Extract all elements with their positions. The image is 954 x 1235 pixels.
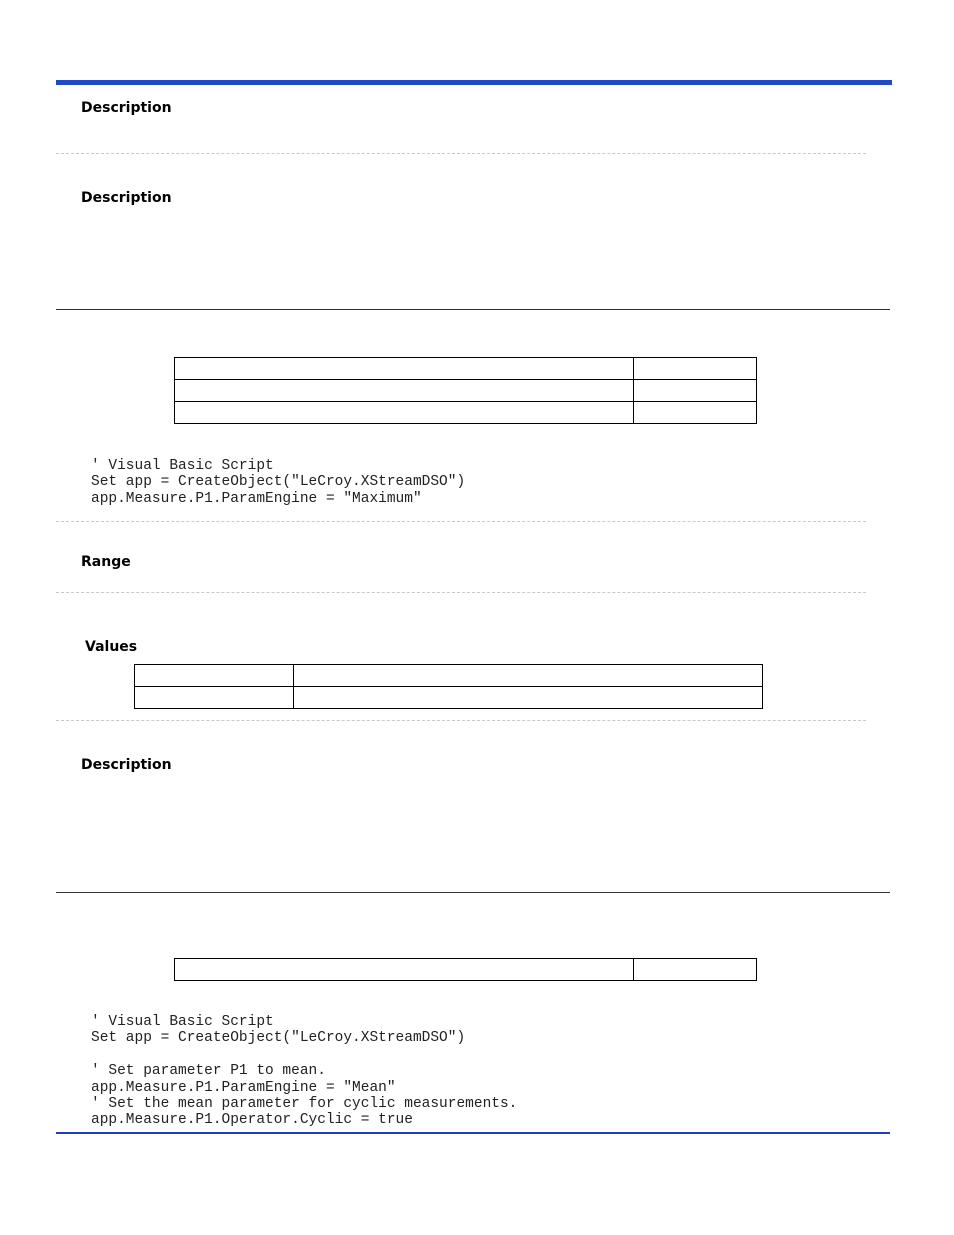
- table-row: [175, 959, 757, 981]
- table-cell: [135, 665, 294, 687]
- table-row: [175, 380, 757, 402]
- values-table: [134, 664, 763, 709]
- table-cell: [175, 380, 634, 402]
- dashed-divider: [56, 521, 866, 522]
- table-cell: [634, 402, 757, 424]
- dashed-divider: [56, 592, 866, 593]
- code-example: [91, 458, 465, 507]
- section-heading-values: Values: [85, 639, 138, 655]
- table-cell: [175, 402, 634, 424]
- section-divider: [56, 892, 890, 893]
- code-line: Set app = CreateObject("LeCroy.XStreamDSO"): [91, 1030, 466, 1047]
- table-row: [175, 358, 757, 380]
- table-cell: [294, 665, 763, 687]
- dashed-divider: [56, 153, 866, 154]
- section-heading-description: Description: [81, 100, 172, 116]
- property-table: [174, 958, 757, 981]
- section-heading-description: Description: [81, 757, 172, 773]
- code-line: ' Set the mean parameter for cyclic measurements.: [91, 1096, 518, 1113]
- table-cell: [175, 959, 634, 981]
- property-table: [174, 357, 757, 424]
- table-row: [135, 687, 763, 709]
- code-line: ' Visual Basic Script: [91, 1014, 274, 1030]
- table-cell: [634, 358, 757, 380]
- section-heading-description: Description: [81, 190, 172, 206]
- table-cell: [175, 358, 634, 380]
- table-row: [175, 402, 757, 424]
- table-cell: [294, 687, 763, 709]
- table-cell: [634, 959, 757, 981]
- header-accent-bar: [56, 80, 892, 85]
- code-line: ' Set parameter P1 to mean.: [91, 1063, 326, 1080]
- code-line: app.Measure.P1.ParamEngine = "Maximum": [91, 490, 422, 507]
- table-row: [135, 665, 763, 687]
- footer-accent-rule: [56, 1132, 890, 1134]
- code-line: app.Measure.P1.ParamEngine = "Mean": [91, 1079, 396, 1096]
- code-line: ' Visual Basic Script: [91, 458, 274, 474]
- section-heading-range: Range: [81, 554, 131, 570]
- code-line: [91, 1047, 517, 1063]
- code-line: Set app = CreateObject("LeCroy.XStreamDSO"): [91, 474, 466, 491]
- section-divider: [56, 309, 890, 310]
- table-cell: [634, 380, 757, 402]
- code-example: [91, 1014, 517, 1129]
- dashed-divider: [56, 720, 866, 721]
- code-line: app.Measure.P1.Operator.Cyclic = true: [91, 1112, 413, 1129]
- table-cell: [135, 687, 294, 709]
